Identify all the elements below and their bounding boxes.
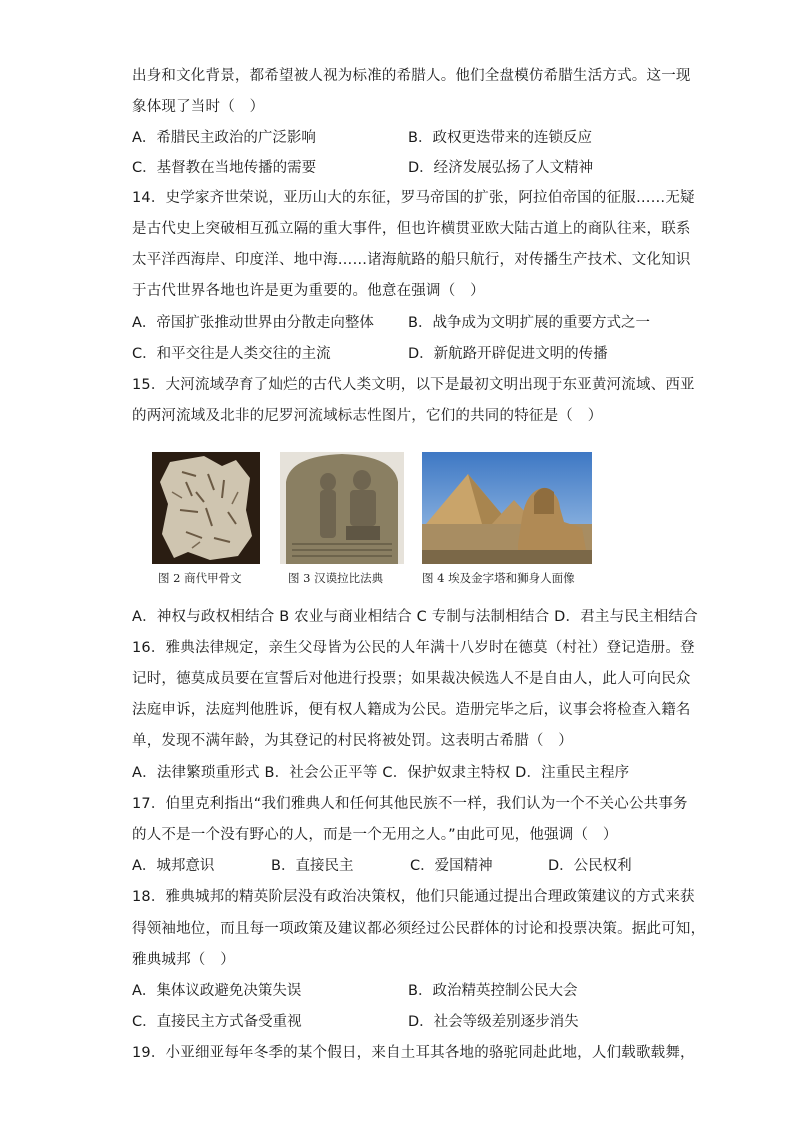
q14-option-b: B．战争成为文明扩展的重要方式之一 [408,315,650,331]
q18-stem: 雅典城邦（ ） [132,952,235,968]
q17-stem: 17．伯里克利指出“我们雅典人和任何其他民族不一样，我们认为一个不关心公共事务 [132,796,688,812]
q17-option-a: A．城邦意识 [132,858,215,874]
q14-option-c: C．和平交往是人类交往的主流 [132,346,331,362]
q18-stem: 18．雅典城邦的精英阶层没有政治决策权，他们只能通过提出合理政策建议的方式来获 [132,889,695,905]
text-line: 象体现了当时（ ） [132,99,265,115]
pyramid-sphinx-image [422,452,592,564]
q14-option-d: D．新航路开辟促进文明的传播 [408,346,608,362]
hammurabi-code-image [280,452,404,564]
q18-option-c: C．直接民主方式备受重视 [132,1014,302,1030]
q15-figures [150,452,596,590]
q17-option-d: D．公民权利 [548,858,632,874]
q14-stem: 14．史学家齐世荣说，亚历山大的东征，罗马帝国的扩张，阿拉伯帝国的征服……无疑 [132,190,695,206]
q14-option-a: A．帝国扩张推动世界由分散走向整体 [132,315,374,331]
q17-option-c: C．爱国精神 [410,858,493,874]
q13-option-d: D．经济发展弘扬了人文精神 [408,160,594,176]
q18-option-a: A．集体议政避免决策失误 [132,983,302,999]
q16-stem: 法庭申诉，法庭判他胜诉，便有权人籍成为公民。造册完毕之后，议事会将检查入籍名 [132,702,691,718]
q18-option-b: B．政治精英控制公民大会 [408,983,578,999]
q14-stem: 是古代史上突破相互孤立隔的重大事件，但也许横贯亚欧大陆古道上的商队往来，联系 [132,221,691,237]
q19-stem: 19．小亚细亚每年冬季的某个假日，来自土耳其各地的骆驼同赴此地，人们载歌载舞， [132,1045,695,1061]
q18-stem: 得领袖地位，而且每一项政策及建议都必须经过公民群体的讨论和投票决策。据此可知， [132,921,706,937]
q16-stem: 记时，德莫成员要在宣誓后对他进行投票；如果裁决候选人不是自由人，此人可向民众 [132,671,691,687]
fig4-caption: 图 4 埃及金字塔和狮身人面像 [422,571,575,585]
q14-stem: 于古代世界各地也许是更为重要的。他意在强调（ ） [132,283,485,299]
oracle-bone-image [152,452,260,564]
q14-stem: 太平洋西海岸、印度洋、地中海……诸海航路的船只航行，对传播生产技术、文化知识 [132,252,691,268]
q17-stem: 的人不是一个没有野心的人，而是一个无用之人。”由此可见，他强调（ ） [132,827,618,843]
q13-option-c: C．基督教在当地传播的需要 [132,160,317,176]
q15-stem: 15．大河流域孕育了灿烂的古代人类文明，以下是最初文明出现于东亚黄河流域、西亚 [132,377,695,393]
q13-option-b: B．政权更迭带来的连锁反应 [408,130,592,146]
q15-options: A．神权与政权相结合 B 农业与商业相结合 C 专制与法制相结合 D．君主与民主相结合 [132,609,698,625]
q18-option-d: D．社会等级差别逐步消失 [408,1014,579,1030]
q17-option-b: B．直接民主 [271,858,354,874]
text-line: 出身和文化背景，都希望被人视为标准的希腊人。他们全盘模仿希腊生活方式。这一现 [132,68,691,84]
q13-option-a: A．希腊民主政治的广泛影响 [132,130,316,146]
q16-stem: 16．雅典法律规定，亲生父母皆为公民的人年满十八岁时在德莫（村社）登记造册。登 [132,640,695,656]
q16-stem: 单，发现不满年龄，为其登记的村民将被处罚。这表明古希腊（ ） [132,733,573,749]
fig2-caption: 图 2 商代甲骨文 [158,571,242,585]
q16-options: A．法律繁琐重形式 B．社会公正平等 C．保护奴隶主特权 D．注重民主程序 [132,765,630,781]
fig3-caption: 图 3 汉谟拉比法典 [288,571,384,585]
q15-stem: 的两河流域及北非的尼罗河流域标志性图片，它们的共同的特征是（ ） [132,408,603,424]
